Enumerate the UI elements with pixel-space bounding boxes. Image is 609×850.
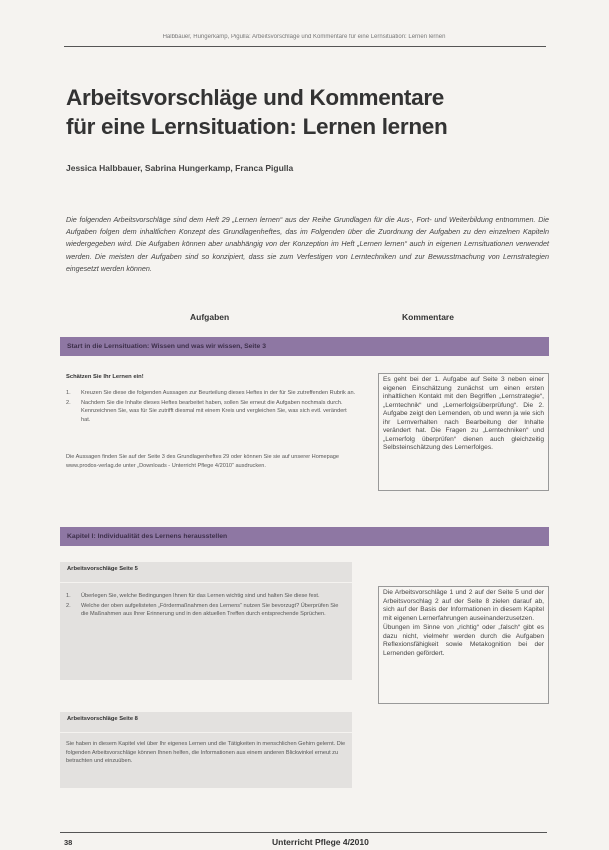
section1-note: Die Aussagen finden Sie auf der Seite 3 des Grundlagenheftes 29 oder können Sie sie auf unserer Homepage www.prodos-verlag.de unter „Downloads - Unterricht Pflege 4/2010“ ausdrucken. <box>66 454 340 469</box>
intro-paragraph: Die folgenden Arbeitsvorschläge sind dem Heft 29 „Lernen lernen“ aus der Reihe Grundlagen für die Aus-, Fort- und Weiterbildung entnommen. Die Aufgaben folgen dem inhaltlichen Konzept des Grundlagenheftes, das im Folgenden über die Zuordnung der Aufgaben zu den einzelnen Kapiteln wiedergegeben wird. Die Aufgaben können aber unabhängig von der Konzeption im Heft „Lernen lernen“ auch in eigenen Lernsituationen verwendet werden. Die meisten der Aufgaben sind so konzipiert, dass sie zum Verfestigen von Lerntechniken und zur Bewusstmachung von Lernstrategien eingesetzt werden können. <box>66 215 549 273</box>
comment-paragraph-1: Die Arbeitsvorschläge 1 und 2 auf der Seite 5 und der Arbeitsvorschlag 2 auf der Seite 8 zielen darauf ab, sich auf der Basis der Informationen in diesem Kapitel mit eigenen Lernerfahrungen auseinanderzusetzen. <box>383 589 544 622</box>
list-item: 1. Kreuzen Sie diese die folgenden Aussagen zur Beurteilung dieses Heftes in der für Sie zutreffenden Rubrik an. <box>66 390 356 396</box>
running-head: Halbbauer, Hungerkamp, Pigulla: Arbeitsvorschläge und Kommentare für eine Lernsituation: Lernen lernen <box>162 34 446 40</box>
section2-task-list <box>66 592 346 620</box>
article-title <box>66 83 546 141</box>
box-divider <box>60 582 352 583</box>
box2-text: Sie haben in diesem Kapitel viel über Ihr eigenes Lernen und die Tätigkeiten in menschlichen Gehirn gelernt. Die folgenden Arbeitsvorschläge können Ihnen helfen, die Informationen aus einem anderen Blickwinkel erneut zu betrachten und einzuüben. <box>66 741 346 765</box>
section2-comment-box <box>378 586 549 704</box>
column-heading-tasks: Aufgaben <box>190 312 230 322</box>
box-divider <box>60 732 352 733</box>
title-line-2: für eine Lernsituation: Lernen lernen <box>66 114 448 139</box>
comment-paragraph-2: Übungen im Sinne von „richtig“ oder „falsch“ gibt es dazu nicht, vielmehr werden durch die Aufgaben Reflexionsfähigkeit sowie Metakognition bei der Lernenden gefördert. <box>383 624 544 657</box>
list-item: 1. Überlegen Sie, welche Bedingungen Ihnen für das Lernen wichtig sind und halten Sie diese fest. <box>66 593 320 599</box>
list-item: 2. Nachdem Sie die Inhalte dieses Heftes bearbeitet haben, sollen Sie erneut die Aufgaben nochmals durch. Kennzeichnen Sie, was für Sie zutrifft diesmal mit einem Kreis und vergleichen Sie, was sich evtl. verändert hat. <box>66 399 347 423</box>
task-box-page-8 <box>60 712 352 788</box>
section-band-chapter-1: Kapitel I: Individualität des Lernens herausstellen <box>60 527 549 546</box>
comment-text: Es geht bei der 1. Aufgabe auf Seite 3 neben einer eigenen Einschätzung zunächst um einen ersten inhaltlichen Kontakt mit den Begriffen „Lernstrategie“, „Lerntechnik“ und „Lernerfolgsüberprüfung“. Die 2. Aufgabe zeigt den Lernenden, ob und wenn ja wie sich ihr Lernverhalten nach Bearbeitung der Inhalte verändert hat. Die Fragen zu „Lerntechniken“ und „Lernerfolg überprüfen“ dienen auch gleichzeitig Selbsteinschätzung des Lernerfolges. <box>383 376 544 452</box>
list-item: 2. Welche der oben aufgelisteten „Fördermaßnahmen des Lernens“ nutzen Sie bevorzugt? Überprüfen Sie die Maßnahmen aus Ihrer Erinnerung und in den aktuellen Treffen durch entsprechende Sprüchen. <box>66 602 339 618</box>
header-rule <box>64 46 546 47</box>
authors: Jessica Halbbauer, Sabrina Hungerkamp, Franca Pigulla <box>66 163 294 173</box>
title-line-1: Arbeitsvorschläge und Kommentare <box>66 85 444 110</box>
page-number: 38 <box>64 838 73 847</box>
footer-rule <box>60 832 547 833</box>
box2-subhead: Arbeitsvorschläge Seite 8 <box>67 716 138 722</box>
section1-subhead: Schätzen Sie Ihr Lernen ein! <box>66 374 144 380</box>
box1-subhead: Arbeitsvorschläge Seite 5 <box>67 566 138 572</box>
journal-footer: Unterricht Pflege 4/2010 <box>272 837 369 847</box>
column-heading-comments: Kommentare <box>402 312 454 322</box>
section1-comment-box <box>378 373 549 491</box>
section-band-start: Start in die Lernsituation: Wissen und was wir wissen, Seite 3 <box>60 337 549 356</box>
section1-task-list <box>66 389 356 425</box>
task-box-page-5 <box>60 562 352 680</box>
